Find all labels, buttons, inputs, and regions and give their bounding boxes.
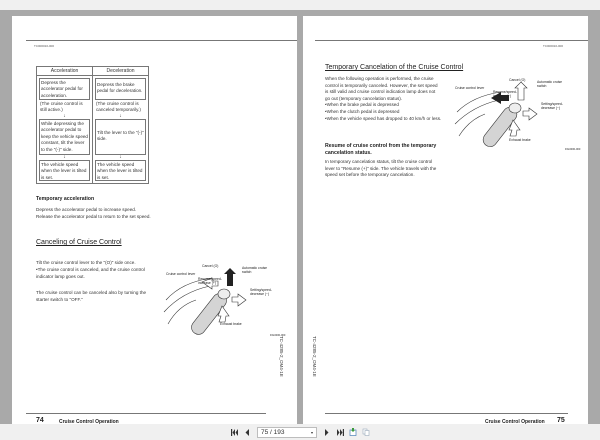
accel-decel-table (36, 66, 149, 184)
figure-label-auto-switch: Automatic cruise switch (537, 80, 563, 88)
temp-accel-line-2: Release the accelerator pedal to return to the set speed. (36, 214, 151, 219)
last-page-icon (336, 429, 344, 436)
page-view-icon (362, 428, 370, 436)
cruise-lever-figure (453, 76, 583, 156)
figure-label-lever: Cruise control lever (455, 86, 485, 90)
figure-code: FIG0000-000 (270, 334, 286, 337)
temp-cancel-intro: When the following operation is performed, the cruise control is temporarily canceled. However, the set speed is still valid and cruise control indication lamp does not go out (temporary cancelation status). (325, 76, 438, 101)
footer-rule (325, 413, 568, 414)
next-page-icon (324, 429, 329, 436)
temp-cancel-heading: Temporary Cancelation of the Cruise Control (325, 64, 464, 71)
figure-label-auto-switch: Automatic cruise switch (242, 266, 268, 274)
decel-note-1: (The cruise control is canceled temporarily.) (96, 101, 141, 113)
deceleration-column (92, 76, 148, 183)
resume-text: In temporary cancelation status, tilt the cruise control lever to "Resume (+)" side. The vehicle travels with the speed set before the temporary cancelation. (325, 159, 437, 178)
down-arrow-icon: ↓ (63, 113, 66, 119)
temp-accel-heading: Temporary acceleration (36, 196, 95, 202)
viewer-top-bar (0, 0, 600, 10)
figure-code: FIG0000-000 (565, 148, 581, 151)
table-header-deceleration: Deceleration (92, 67, 148, 75)
canceling-heading: Canceling of Cruise Control (36, 239, 122, 246)
canceling-bullet-1: • The cruise control is canceled, and the cruise control indicator lamp goes out. (36, 267, 148, 280)
decel-step-1: Depress the brake pedal for deceleration. (95, 78, 146, 100)
acceleration-column (37, 76, 92, 183)
document-viewport[interactable] (0, 10, 600, 424)
first-page-icon (231, 429, 239, 436)
temp-cancel-bullet-2: • When the clutch pedal is depressed (325, 109, 443, 116)
temp-cancel-bullet-3: • When the vehicle speed has dropped to 40 km/h or less. (325, 116, 443, 123)
resume-heading: Resume of cruise control from the temporary cancelation status. (325, 143, 437, 156)
page-number: 74 (36, 417, 44, 424)
footer-title: Cruise Control Operation (59, 419, 119, 424)
decel-step-3: The vehicle speed when the lever is tilted is set. (95, 160, 146, 181)
next-page-button[interactable] (322, 427, 331, 437)
navigation-toolbar (0, 424, 600, 440)
down-arrow-icon: ↓ (63, 154, 66, 160)
page-74 (12, 16, 297, 424)
page-number: 75 (557, 417, 565, 424)
fit-page-icon (349, 428, 357, 436)
header-rule (315, 40, 588, 41)
table-header-acceleration: Acceleration (50, 68, 79, 74)
cruise-lever-figure (162, 260, 292, 340)
canceling-line-1: Tilt the cruise control lever to the "(O)" side once. (36, 260, 136, 265)
page-number-value: 75 / 193 (261, 428, 285, 436)
figure-label-resume: Resume/speed-increase (+) (493, 90, 517, 98)
page-view-button[interactable] (361, 427, 370, 437)
previous-page-button[interactable] (243, 427, 252, 437)
doc-id: TC000010-000 (543, 44, 564, 48)
accel-step-3: The vehicle speed when the lever is tilted is set. (39, 160, 90, 181)
figure-label-cancel: Cancel (O) (509, 78, 526, 82)
canceling-paragraph-2: The cruise control can be canceled also by turning the starter switch to "OFF." (36, 290, 147, 302)
temp-accel-line-1: Depress the accelerator pedal to increase speed. (36, 207, 137, 212)
accel-note-1: (The cruise control is still active.) (40, 101, 83, 113)
side-code: TC-4285-2_OM4-1E (312, 336, 317, 377)
figure-label-exhaust: Exhaust brake (220, 322, 242, 326)
figure-label-setting: Setting/speed-decrease (−) (250, 288, 272, 296)
figure-label-lever: Cruise control lever (166, 272, 196, 276)
decel-step-2: Tilt the lever to the "(-)" side. (95, 119, 146, 155)
accel-step-2: While depressing the accelerator pedal to keep the vehicle speed constant, tilt the lever to the "(-)" side. (39, 119, 90, 155)
figure-label-exhaust: Exhaust brake (509, 138, 531, 142)
footer-title: Cruise Control Operation (485, 419, 545, 424)
figure-label-cancel: Cancel (O) (202, 264, 219, 268)
down-arrow-icon: ↓ (119, 154, 122, 160)
footer-rule (26, 413, 266, 414)
header-rule (26, 40, 297, 41)
down-arrow-icon: ↓ (119, 113, 122, 119)
page-number-input[interactable] (257, 427, 317, 438)
figure-label-resume: Resume/speed-increase (+) (198, 277, 222, 285)
accel-step-1: Depress the accelerator pedal for acceleration. (39, 78, 90, 100)
first-page-button[interactable] (230, 427, 239, 437)
temp-cancel-bullet-1: • When the brake pedal is depressed (325, 102, 443, 109)
figure-label-setting: Setting/speed-decrease (−) (541, 102, 563, 110)
last-page-button[interactable] (335, 427, 344, 437)
side-code: TC-4285-2_OM4-1E (279, 336, 284, 377)
page-75 (303, 16, 588, 424)
doc-id: TC000010-000 (34, 44, 55, 48)
previous-page-icon (245, 429, 250, 436)
fit-page-button[interactable] (348, 427, 357, 437)
dropdown-chevron-icon[interactable]: ▾ (310, 429, 313, 435)
